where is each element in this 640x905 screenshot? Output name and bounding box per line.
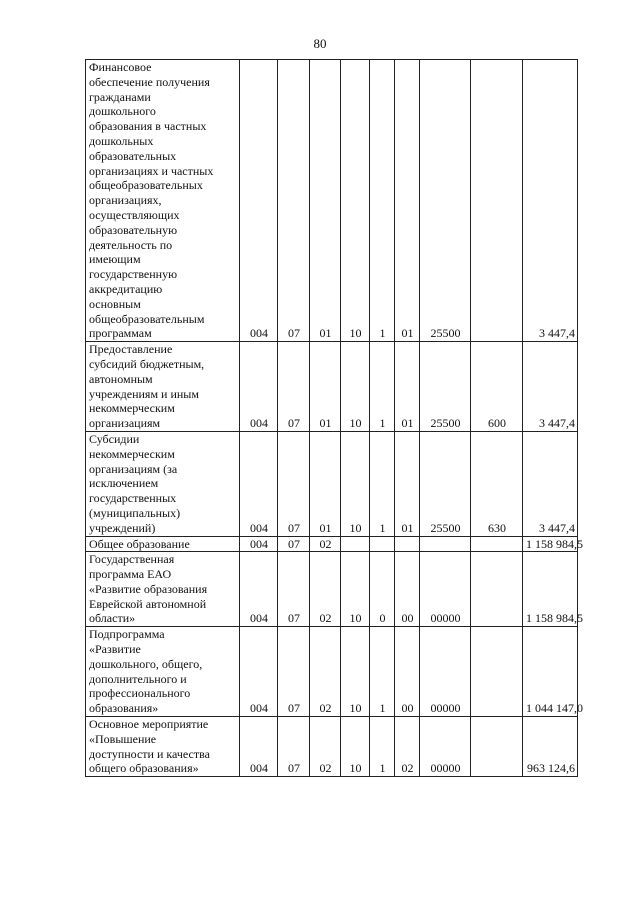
section-code: 07 xyxy=(278,552,310,627)
ministry-code: 004 xyxy=(240,717,278,777)
program-code: 10 xyxy=(341,552,370,627)
direction-code: 00000 xyxy=(420,627,471,717)
subsection-code: 02 xyxy=(310,717,341,777)
table-row xyxy=(86,552,578,627)
expense-type-code xyxy=(471,717,523,777)
program-code: 10 xyxy=(341,717,370,777)
program-code: 10 xyxy=(341,627,370,717)
section-code: 07 xyxy=(278,627,310,717)
direction-code: 00000 xyxy=(420,717,471,777)
subprogram-code: 1 xyxy=(370,431,395,536)
section-code: 07 xyxy=(278,60,310,342)
table-row xyxy=(86,342,578,432)
section-code: 07 xyxy=(278,342,310,432)
budget-table-body xyxy=(86,60,583,777)
direction-code: 25500 xyxy=(420,342,471,432)
table-row xyxy=(86,60,578,342)
amount: 1 044 147,0 xyxy=(523,627,578,717)
event-code: 01 xyxy=(395,342,420,432)
subsection-code: 01 xyxy=(310,60,341,342)
event-code: 00 xyxy=(395,552,420,627)
section-code: 07 xyxy=(278,536,310,552)
direction-code: 25500 xyxy=(420,431,471,536)
subprogram-code: 1 xyxy=(370,717,395,777)
amount: 3 447,4 xyxy=(523,431,578,536)
row-name: Общее образование xyxy=(86,536,240,552)
expense-type-code: 600 xyxy=(471,342,523,432)
budget-table xyxy=(85,59,583,777)
program-code: 10 xyxy=(341,431,370,536)
amount: 3 447,4 xyxy=(523,60,578,342)
ministry-code: 004 xyxy=(240,342,278,432)
section-code: 07 xyxy=(278,431,310,536)
event-code: 00 xyxy=(395,627,420,717)
table-row xyxy=(86,717,578,777)
amount: 1 158 984,5 xyxy=(523,536,578,552)
direction-code: 25500 xyxy=(420,60,471,342)
subsection-code: 01 xyxy=(310,342,341,432)
amount: 963 124,6 xyxy=(523,717,578,777)
amount: 3 447,4 xyxy=(523,342,578,432)
ministry-code: 004 xyxy=(240,552,278,627)
row-name: Подпрограмма «Развитие дошкольного, общего, дополнительного и профессионального образования» xyxy=(86,627,240,717)
ministry-code: 004 xyxy=(240,627,278,717)
expense-type-code xyxy=(471,627,523,717)
row-name: Основное мероприятие «Повышение доступности и качества общего образования» xyxy=(86,717,240,777)
event-code: 01 xyxy=(395,60,420,342)
section-code: 07 xyxy=(278,717,310,777)
direction-code: 00000 xyxy=(420,552,471,627)
expense-type-code: 630 xyxy=(471,431,523,536)
subprogram-code xyxy=(370,536,395,552)
program-code xyxy=(341,536,370,552)
direction-code xyxy=(420,536,471,552)
event-code: 02 xyxy=(395,717,420,777)
amount: 1 158 984,5 xyxy=(523,552,578,627)
subsection-code: 02 xyxy=(310,627,341,717)
subsection-code: 01 xyxy=(310,431,341,536)
subprogram-code: 1 xyxy=(370,627,395,717)
table-row xyxy=(86,627,578,717)
event-code xyxy=(395,536,420,552)
table-row xyxy=(86,431,578,536)
subprogram-code: 1 xyxy=(370,342,395,432)
row-name: Субсидии некоммерческим организациям (за исключением государственных (муниципальных) учреждений) xyxy=(86,431,240,536)
ministry-code: 004 xyxy=(240,536,278,552)
subprogram-code: 1 xyxy=(370,60,395,342)
ministry-code: 004 xyxy=(240,431,278,536)
table-row xyxy=(86,536,578,552)
expense-type-code xyxy=(471,60,523,342)
subprogram-code: 0 xyxy=(370,552,395,627)
row-name: Государственная программа ЕАО «Развитие образования Еврейской автономной области» xyxy=(86,552,240,627)
expense-type-code xyxy=(471,536,523,552)
subsection-code: 02 xyxy=(310,552,341,627)
subsection-code: 02 xyxy=(310,536,341,552)
row-name: Финансовое обеспечение получения гражданами дошкольного образования в частных дошкольных образовательных организациях и частных общеобразовательных организациях, осуществляющих образовательную деятельность по имеющим государственную аккредитацию основным общеобразовательным программам xyxy=(86,60,240,342)
row-name: Предоставление субсидий бюджетным, автономным учреждениям и иным некоммерческим организациям xyxy=(86,342,240,432)
expense-type-code xyxy=(471,552,523,627)
program-code: 10 xyxy=(341,342,370,432)
page-number: 80 xyxy=(313,36,327,51)
event-code: 01 xyxy=(395,431,420,536)
program-code: 10 xyxy=(341,60,370,342)
ministry-code: 004 xyxy=(240,60,278,342)
